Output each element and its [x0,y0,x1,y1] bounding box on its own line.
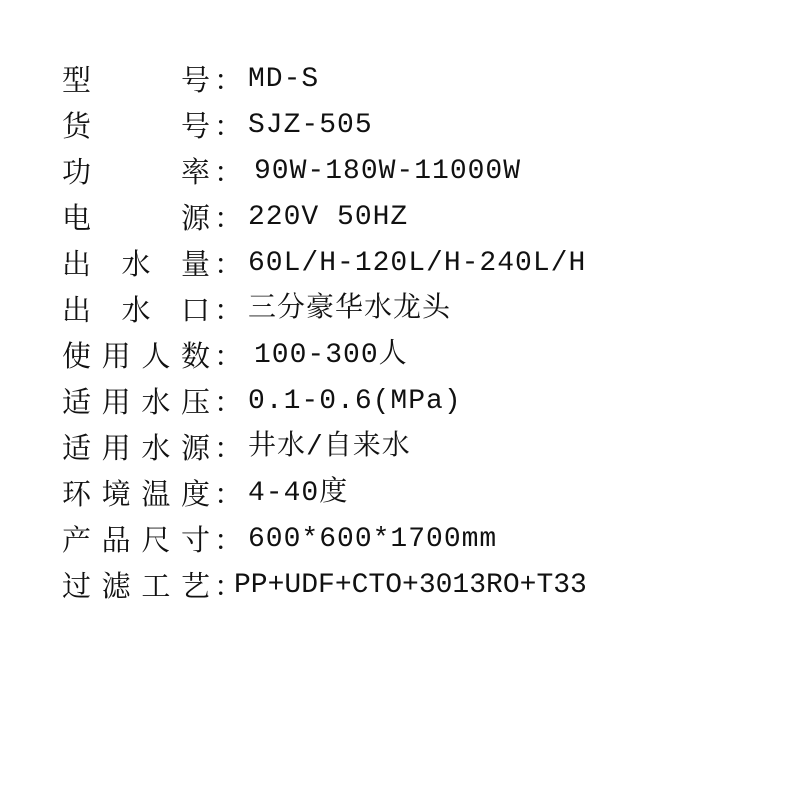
spec-colon: ： [214,293,244,327]
spec-value-water-source: 井水/自来水 [248,432,411,463]
label-char: 型 [62,63,92,97]
label-char: 量 [180,247,210,281]
spec-row-users [62,333,762,379]
label-char: 水 [141,385,171,419]
spec-colon: ： [214,63,244,97]
spec-value-filtration-process: PP+UDF+CTO+3013RO+T33 [234,570,587,601]
label-char: 源 [180,431,210,465]
spec-row-item-number [62,103,762,149]
label-char: 号 [180,63,210,97]
spec-value-power-supply: 220V 50HZ [248,202,409,233]
spec-label-model [62,57,210,103]
spec-value-water-output: 60L/H-120L/H-240L/H [248,248,587,279]
label-char: 水 [121,247,151,281]
spec-row-power-supply [62,195,762,241]
spec-label-power-supply [62,195,210,241]
spec-label-water-source [62,425,210,471]
label-char: 使 [62,339,92,373]
label-char: 用 [101,431,131,465]
spec-row-power [62,149,762,195]
spec-colon: ： [214,523,244,557]
spec-row-water-outlet [62,287,762,333]
spec-colon: ： [214,201,244,235]
label-char: 艺 [180,569,210,603]
label-char: 出 [62,247,92,281]
label-char: 压 [180,385,210,419]
spec-row-model [62,57,762,103]
label-char: 货 [62,109,92,143]
spec-label-users [62,333,210,379]
spec-label-filtration-process [62,563,210,609]
spec-colon: ： [214,385,244,419]
spec-label-item-number [62,103,210,149]
spec-colon: ： [214,247,244,281]
label-char: 适 [62,431,92,465]
label-char: 人 [141,339,171,373]
spec-label-water-outlet [62,287,210,333]
label-char: 功 [62,155,92,189]
spec-sheet [62,57,762,609]
spec-row-water-source [62,425,762,471]
spec-label-power [62,149,210,195]
label-char: 滤 [101,569,131,603]
label-char: 工 [141,569,171,603]
label-char: 率 [180,155,210,189]
spec-row-water-output [62,241,762,287]
spec-label-ambient-temperature [62,471,210,517]
label-char: 水 [121,293,151,327]
label-char: 电 [62,201,92,235]
spec-value-product-size: 600*600*1700mm [248,524,498,555]
spec-value-water-pressure: 0.1-0.6(MPa) [248,386,462,417]
label-char: 出 [62,293,92,327]
spec-value-water-outlet: 三分豪华水龙头 [248,294,452,325]
spec-value-model: MD-S [248,64,320,95]
label-char: 口 [180,293,210,327]
label-char: 用 [101,385,131,419]
label-char: 过 [62,569,92,603]
label-char: 产 [62,523,92,557]
spec-row-product-size [62,517,762,563]
spec-row-water-pressure [62,379,762,425]
label-char: 号 [180,109,210,143]
label-char: 适 [62,385,92,419]
spec-row-ambient-temperature [62,471,762,517]
spec-label-water-output [62,241,210,287]
label-char: 品 [101,523,131,557]
spec-colon: ： [214,155,244,189]
label-char: 用 [101,339,131,373]
label-char: 尺 [141,523,171,557]
spec-colon: ： [214,109,244,143]
spec-label-water-pressure [62,379,210,425]
label-char: 境 [101,477,131,511]
label-char: 度 [180,477,210,511]
label-char: 环 [62,477,92,511]
spec-colon: ： [214,339,244,373]
label-char: 源 [180,201,210,235]
label-char: 寸 [180,523,210,557]
label-char: 水 [141,431,171,465]
spec-value-users: 100-300人 [254,340,408,371]
spec-value-ambient-temperature: 4-40度 [248,478,349,509]
spec-colon: ： [214,569,244,603]
spec-label-product-size [62,517,210,563]
spec-row-filtration-process [62,563,762,609]
spec-value-item-number: SJZ-505 [248,110,373,141]
label-char: 数 [180,339,210,373]
spec-value-power: 90W-180W-11000W [254,156,522,187]
label-char: 温 [141,477,171,511]
spec-colon: ： [214,477,244,511]
spec-colon: ： [214,431,244,465]
